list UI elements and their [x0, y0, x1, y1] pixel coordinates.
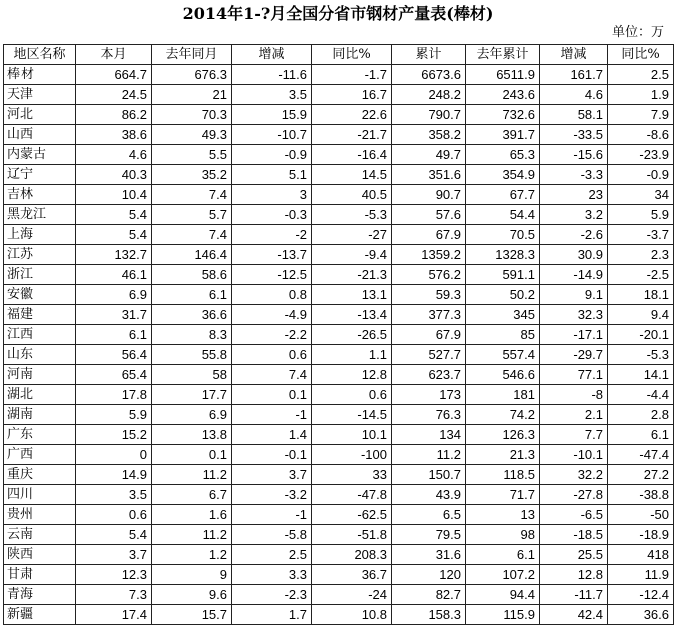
value-cell: 43.9: [392, 485, 466, 505]
value-cell: 2.5: [232, 545, 312, 565]
value-cell: -13.4: [312, 305, 392, 325]
value-cell: 10.1: [312, 425, 392, 445]
region-cell: 广西: [4, 445, 76, 465]
value-cell: -12.5: [232, 265, 312, 285]
value-cell: 54.4: [466, 205, 540, 225]
value-cell: 77.1: [540, 365, 608, 385]
region-cell: 天津: [4, 85, 76, 105]
value-cell: -10.7: [232, 125, 312, 145]
value-cell: -14.9: [540, 265, 608, 285]
region-cell: 陕西: [4, 545, 76, 565]
value-cell: -62.5: [312, 505, 392, 525]
table-row: [4, 585, 674, 605]
value-cell: 55.8: [152, 345, 232, 365]
value-cell: -100: [312, 445, 392, 465]
value-cell: 67.9: [392, 225, 466, 245]
value-cell: -50: [608, 505, 674, 525]
value-cell: 12.8: [312, 365, 392, 385]
value-cell: -0.1: [232, 445, 312, 465]
value-cell: 85: [466, 325, 540, 345]
table-row: [4, 245, 674, 265]
region-cell: 贵州: [4, 505, 76, 525]
region-cell: 江西: [4, 325, 76, 345]
value-cell: 32.3: [540, 305, 608, 325]
value-cell: 7.9: [608, 105, 674, 125]
value-cell: -29.7: [540, 345, 608, 365]
value-cell: 1.4: [232, 425, 312, 445]
header-cumulative-change: 增减: [540, 45, 608, 65]
value-cell: -38.8: [608, 485, 674, 505]
value-cell: 6.9: [152, 405, 232, 425]
value-cell: 2.1: [540, 405, 608, 425]
value-cell: 21: [152, 85, 232, 105]
value-cell: -18.5: [540, 525, 608, 545]
value-cell: 5.7: [152, 205, 232, 225]
value-cell: 181: [466, 385, 540, 405]
value-cell: 36.6: [608, 605, 674, 625]
value-cell: -23.9: [608, 145, 674, 165]
value-cell: -26.5: [312, 325, 392, 345]
region-cell: 湖北: [4, 385, 76, 405]
value-cell: 36.6: [152, 305, 232, 325]
value-cell: 623.7: [392, 365, 466, 385]
value-cell: 24.5: [76, 85, 152, 105]
value-cell: 49.7: [392, 145, 466, 165]
table-row: [4, 125, 674, 145]
unit-label: 单位：万: [611, 25, 664, 40]
value-cell: 58: [152, 365, 232, 385]
region-cell: 江苏: [4, 245, 76, 265]
value-cell: 30.9: [540, 245, 608, 265]
value-cell: -13.7: [232, 245, 312, 265]
value-cell: 9.4: [608, 305, 674, 325]
value-cell: 14.9: [76, 465, 152, 485]
value-cell: -21.3: [312, 265, 392, 285]
value-cell: 391.7: [466, 125, 540, 145]
value-cell: 6.1: [76, 325, 152, 345]
value-cell: 354.9: [466, 165, 540, 185]
value-cell: 2.8: [608, 405, 674, 425]
table-row: [4, 545, 674, 565]
value-cell: 132.7: [76, 245, 152, 265]
value-cell: 6.5: [392, 505, 466, 525]
value-cell: 126.3: [466, 425, 540, 445]
value-cell: -15.6: [540, 145, 608, 165]
value-cell: 31.6: [392, 545, 466, 565]
value-cell: -3.7: [608, 225, 674, 245]
value-cell: 65.3: [466, 145, 540, 165]
table-row: [4, 305, 674, 325]
value-cell: 3.5: [76, 485, 152, 505]
region-cell: 新疆: [4, 605, 76, 625]
value-cell: 35.2: [152, 165, 232, 185]
table-title: 2014年1-?月全国分省市钢材产量表(棒材): [182, 4, 494, 23]
table-row: [4, 345, 674, 365]
header-month-yoy: 同比%: [312, 45, 392, 65]
value-cell: 664.7: [76, 65, 152, 85]
value-cell: 70.3: [152, 105, 232, 125]
value-cell: 5.1: [232, 165, 312, 185]
value-cell: 790.7: [392, 105, 466, 125]
value-cell: 11.9: [608, 565, 674, 585]
value-cell: -1: [232, 505, 312, 525]
total-row: [4, 65, 674, 85]
value-cell: 31.7: [76, 305, 152, 325]
table-row: [4, 445, 674, 465]
value-cell: -51.8: [312, 525, 392, 545]
value-cell: 57.6: [392, 205, 466, 225]
value-cell: -0.9: [608, 165, 674, 185]
value-cell: 351.6: [392, 165, 466, 185]
value-cell: 11.2: [152, 465, 232, 485]
value-cell: 5.9: [76, 405, 152, 425]
value-cell: 107.2: [466, 565, 540, 585]
value-cell: -5.8: [232, 525, 312, 545]
region-cell: 内蒙古: [4, 145, 76, 165]
table-row: [4, 405, 674, 425]
value-cell: 358.2: [392, 125, 466, 145]
value-cell: -5.3: [608, 345, 674, 365]
value-cell: 65.4: [76, 365, 152, 385]
value-cell: 38.6: [76, 125, 152, 145]
value-cell: -2.5: [608, 265, 674, 285]
value-cell: 13.1: [312, 285, 392, 305]
table-row: [4, 105, 674, 125]
value-cell: 40.5: [312, 185, 392, 205]
value-cell: 9.1: [540, 285, 608, 305]
value-cell: 120: [392, 565, 466, 585]
value-cell: 7.4: [152, 225, 232, 245]
value-cell: 40.3: [76, 165, 152, 185]
value-cell: -2.2: [232, 325, 312, 345]
value-cell: -27.8: [540, 485, 608, 505]
value-cell: 4.6: [76, 145, 152, 165]
table-row: [4, 325, 674, 345]
value-cell: -6.5: [540, 505, 608, 525]
value-cell: 6673.6: [392, 65, 466, 85]
region-cell: 安徽: [4, 285, 76, 305]
region-cell: 湖南: [4, 405, 76, 425]
value-cell: 14.5: [312, 165, 392, 185]
value-cell: 377.3: [392, 305, 466, 325]
value-cell: 90.7: [392, 185, 466, 205]
value-cell: 2.5: [608, 65, 674, 85]
value-cell: 18.1: [608, 285, 674, 305]
value-cell: 546.6: [466, 365, 540, 385]
value-cell: 6.9: [76, 285, 152, 305]
value-cell: 23: [540, 185, 608, 205]
value-cell: 17.7: [152, 385, 232, 405]
region-cell: 吉林: [4, 185, 76, 205]
value-cell: 79.5: [392, 525, 466, 545]
value-cell: 34: [608, 185, 674, 205]
table-row: [4, 145, 674, 165]
value-cell: 58.6: [152, 265, 232, 285]
value-cell: 13.8: [152, 425, 232, 445]
value-cell: 0.1: [232, 385, 312, 405]
value-cell: 208.3: [312, 545, 392, 565]
header-last-year-month: 去年同月: [152, 45, 232, 65]
value-cell: -3.2: [232, 485, 312, 505]
value-cell: 5.9: [608, 205, 674, 225]
region-cell: 云南: [4, 525, 76, 545]
region-cell: 黑龙江: [4, 205, 76, 225]
region-cell: 上海: [4, 225, 76, 245]
header-last-year-cumulative: 去年累计: [466, 45, 540, 65]
value-cell: 8.3: [152, 325, 232, 345]
value-cell: -8.6: [608, 125, 674, 145]
table-row: [4, 165, 674, 185]
table-row: [4, 85, 674, 105]
table-body: [4, 65, 674, 625]
table-row: [4, 605, 674, 625]
value-cell: -1.7: [312, 65, 392, 85]
table-row: [4, 285, 674, 305]
value-cell: 146.4: [152, 245, 232, 265]
header-region: 地区名称: [4, 45, 76, 65]
value-cell: 2.3: [608, 245, 674, 265]
value-cell: 1.6: [152, 505, 232, 525]
value-cell: -21.7: [312, 125, 392, 145]
value-cell: -4.4: [608, 385, 674, 405]
value-cell: 27.2: [608, 465, 674, 485]
table-row: [4, 205, 674, 225]
table-row: [4, 365, 674, 385]
value-cell: 56.4: [76, 345, 152, 365]
value-cell: 1328.3: [466, 245, 540, 265]
value-cell: 13: [466, 505, 540, 525]
value-cell: 3.2: [540, 205, 608, 225]
region-cell: 浙江: [4, 265, 76, 285]
table-row: [4, 485, 674, 505]
value-cell: 49.3: [152, 125, 232, 145]
value-cell: 115.9: [466, 605, 540, 625]
value-cell: 134: [392, 425, 466, 445]
value-cell: 5.4: [76, 525, 152, 545]
value-cell: 6.1: [152, 285, 232, 305]
region-cell: 山西: [4, 125, 76, 145]
value-cell: -8: [540, 385, 608, 405]
value-cell: 33: [312, 465, 392, 485]
value-cell: -17.1: [540, 325, 608, 345]
value-cell: 150.7: [392, 465, 466, 485]
value-cell: 7.4: [232, 365, 312, 385]
value-cell: -2.3: [232, 585, 312, 605]
region-cell: 河北: [4, 105, 76, 125]
value-cell: -27: [312, 225, 392, 245]
value-cell: 42.4: [540, 605, 608, 625]
value-cell: 12.3: [76, 565, 152, 585]
value-cell: 1359.2: [392, 245, 466, 265]
table-row: [4, 565, 674, 585]
value-cell: 1.9: [608, 85, 674, 105]
value-cell: -1: [232, 405, 312, 425]
region-cell: 棒材: [4, 65, 76, 85]
value-cell: 243.6: [466, 85, 540, 105]
value-cell: 345: [466, 305, 540, 325]
value-cell: 576.2: [392, 265, 466, 285]
value-cell: 4.6: [540, 85, 608, 105]
region-cell: 山东: [4, 345, 76, 365]
header-this-month: 本月: [76, 45, 152, 65]
value-cell: 0.6: [312, 385, 392, 405]
table-row: [4, 465, 674, 485]
value-cell: 94.4: [466, 585, 540, 605]
value-cell: 74.2: [466, 405, 540, 425]
value-cell: -11.7: [540, 585, 608, 605]
value-cell: -3.3: [540, 165, 608, 185]
value-cell: 3.5: [232, 85, 312, 105]
value-cell: 6.1: [466, 545, 540, 565]
value-cell: -5.3: [312, 205, 392, 225]
value-cell: 16.7: [312, 85, 392, 105]
value-cell: 5.4: [76, 225, 152, 245]
region-cell: 河南: [4, 365, 76, 385]
value-cell: 557.4: [466, 345, 540, 365]
value-cell: -24: [312, 585, 392, 605]
value-cell: 591.1: [466, 265, 540, 285]
value-cell: -12.4: [608, 585, 674, 605]
value-cell: 527.7: [392, 345, 466, 365]
value-cell: 50.2: [466, 285, 540, 305]
value-cell: 248.2: [392, 85, 466, 105]
region-cell: 广东: [4, 425, 76, 445]
value-cell: 732.6: [466, 105, 540, 125]
value-cell: 7.4: [152, 185, 232, 205]
value-cell: 676.3: [152, 65, 232, 85]
value-cell: 0.6: [232, 345, 312, 365]
value-cell: 10.8: [312, 605, 392, 625]
value-cell: 9.6: [152, 585, 232, 605]
value-cell: 21.3: [466, 445, 540, 465]
value-cell: 17.8: [76, 385, 152, 405]
value-cell: 70.5: [466, 225, 540, 245]
value-cell: 161.7: [540, 65, 608, 85]
value-cell: 17.4: [76, 605, 152, 625]
value-cell: 9: [152, 565, 232, 585]
value-cell: 418: [608, 545, 674, 565]
value-cell: 32.2: [540, 465, 608, 485]
value-cell: 25.5: [540, 545, 608, 565]
value-cell: 12.8: [540, 565, 608, 585]
value-cell: 67.9: [392, 325, 466, 345]
region-cell: 重庆: [4, 465, 76, 485]
value-cell: 11.2: [152, 525, 232, 545]
header-month-change: 增减: [232, 45, 312, 65]
value-cell: 173: [392, 385, 466, 405]
value-cell: 71.7: [466, 485, 540, 505]
table-row: [4, 225, 674, 245]
value-cell: 7.7: [540, 425, 608, 445]
region-cell: 青海: [4, 585, 76, 605]
value-cell: 118.5: [466, 465, 540, 485]
value-cell: 0: [76, 445, 152, 465]
production-table: [3, 44, 674, 625]
region-cell: 辽宁: [4, 165, 76, 185]
value-cell: 11.2: [392, 445, 466, 465]
value-cell: -10.1: [540, 445, 608, 465]
value-cell: 5.5: [152, 145, 232, 165]
value-cell: 6.7: [152, 485, 232, 505]
region-cell: 福建: [4, 305, 76, 325]
value-cell: 10.4: [76, 185, 152, 205]
value-cell: 22.6: [312, 105, 392, 125]
header-cumulative: 累计: [392, 45, 466, 65]
value-cell: 46.1: [76, 265, 152, 285]
value-cell: 67.7: [466, 185, 540, 205]
value-cell: 1.7: [232, 605, 312, 625]
value-cell: -33.5: [540, 125, 608, 145]
value-cell: 5.4: [76, 205, 152, 225]
table-row: [4, 185, 674, 205]
value-cell: 1.2: [152, 545, 232, 565]
value-cell: -20.1: [608, 325, 674, 345]
value-cell: 7.3: [76, 585, 152, 605]
value-cell: -16.4: [312, 145, 392, 165]
value-cell: -0.3: [232, 205, 312, 225]
value-cell: 82.7: [392, 585, 466, 605]
value-cell: -11.6: [232, 65, 312, 85]
header-cumulative-yoy: 同比%: [608, 45, 674, 65]
header-row: [4, 45, 674, 65]
value-cell: 36.7: [312, 565, 392, 585]
value-cell: -9.4: [312, 245, 392, 265]
table-row: [4, 525, 674, 545]
value-cell: 58.1: [540, 105, 608, 125]
value-cell: -47.4: [608, 445, 674, 465]
table-row: [4, 385, 674, 405]
value-cell: -18.9: [608, 525, 674, 545]
table-row: [4, 505, 674, 525]
value-cell: 3.7: [232, 465, 312, 485]
value-cell: 14.1: [608, 365, 674, 385]
value-cell: 0.6: [76, 505, 152, 525]
value-cell: -14.5: [312, 405, 392, 425]
value-cell: 15.2: [76, 425, 152, 445]
value-cell: 15.7: [152, 605, 232, 625]
value-cell: 1.1: [312, 345, 392, 365]
value-cell: 6.1: [608, 425, 674, 445]
value-cell: -2: [232, 225, 312, 245]
value-cell: 3.3: [232, 565, 312, 585]
region-cell: 甘肃: [4, 565, 76, 585]
value-cell: 98: [466, 525, 540, 545]
value-cell: 15.9: [232, 105, 312, 125]
value-cell: -4.9: [232, 305, 312, 325]
value-cell: -2.6: [540, 225, 608, 245]
value-cell: 3.7: [76, 545, 152, 565]
value-cell: 6511.9: [466, 65, 540, 85]
value-cell: 158.3: [392, 605, 466, 625]
value-cell: -47.8: [312, 485, 392, 505]
value-cell: 3: [232, 185, 312, 205]
table-row: [4, 425, 674, 445]
value-cell: 86.2: [76, 105, 152, 125]
value-cell: 0.1: [152, 445, 232, 465]
value-cell: 76.3: [392, 405, 466, 425]
value-cell: -0.9: [232, 145, 312, 165]
table-row: [4, 265, 674, 285]
value-cell: 0.8: [232, 285, 312, 305]
value-cell: 59.3: [392, 285, 466, 305]
region-cell: 四川: [4, 485, 76, 505]
